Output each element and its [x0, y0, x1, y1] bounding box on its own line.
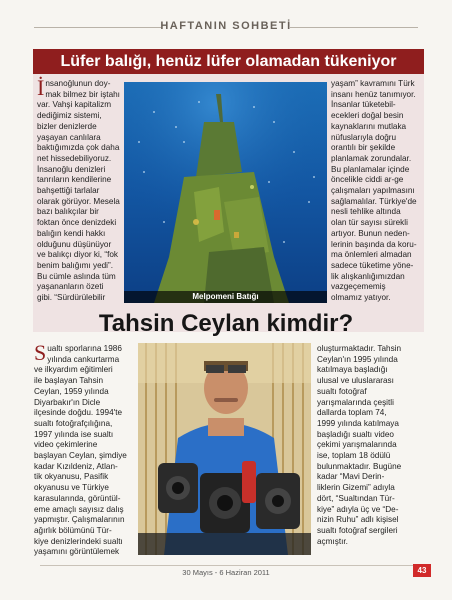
article1-right-column — [331, 79, 423, 304]
text-line: orantılı bir şekilde — [331, 143, 396, 153]
text-line: öncelikle ciddi ar-ge — [331, 175, 404, 185]
footer-rule — [40, 565, 420, 566]
text-line: ise, toplam 18 ödülü — [317, 451, 391, 461]
text-line: okyanusu ve Türkiye — [34, 483, 109, 493]
text-line: 1997 yılında ise sualtı — [34, 429, 114, 439]
text-line: bizler denizlerde — [37, 121, 97, 131]
text-line: balığın kendi hakkı — [37, 228, 106, 238]
text-line: gibi. “Sürdürülebilir — [37, 293, 106, 303]
diver-portrait-photo — [138, 343, 311, 555]
text-line: oluşturmaktadır. Tahsin — [317, 344, 402, 353]
text-line: sualtı fotoğraf sergileri — [317, 525, 398, 535]
text-line: lik alışkanlığımızdan — [331, 271, 405, 281]
text-line: bahşettiği tarlalar — [37, 186, 100, 196]
text-line: 1999 yılında katılmaya — [317, 418, 399, 428]
text-line: nesli tehlike altında — [331, 207, 401, 217]
text-line: nsanoğlunun doy- — [45, 79, 111, 88]
text-line: planlamak zorundalar. — [331, 153, 412, 163]
text-line: Bu planlamalar içinde — [331, 164, 410, 174]
text-line: mak bilmez bir iştahı — [45, 89, 120, 99]
footer-date: 30 Mayıs - 6 Haziran 2011 — [182, 568, 270, 577]
text-line: ecekleri doğal besin — [331, 111, 404, 121]
text-line: sualtı fotoğrafçılığına, — [34, 418, 113, 428]
photo-caption: Melpomeni Batığı — [124, 291, 327, 303]
article1-headline: Lüfer balığı, henüz lüfer olamadan tükeniyor — [60, 53, 397, 70]
text-line: liklerin Gizemi” adıyla — [317, 483, 395, 493]
text-line: sağlamalılar. Türkiye'de — [331, 196, 417, 206]
text-line: yaşamını görüntülemek — [34, 547, 120, 557]
text-line: kaynaklarını mutlaka — [331, 121, 407, 131]
text-line: ile başlayan Tahsin — [34, 376, 104, 386]
text-line: benim balığımı yedi”. — [37, 260, 113, 270]
article2-dropcap: S — [34, 340, 47, 365]
text-line: başlayan Ceylan, şimdiye — [34, 451, 127, 461]
text-line: ilçesinde doğdu. 1994'te — [34, 408, 123, 418]
article2-right-text — [317, 344, 423, 547]
text-line: Ceylan'ın 1995 yılında — [317, 354, 398, 364]
text-line: Ceylan, 1959 yılında — [34, 386, 109, 396]
text-line: yapmıştır. Çalışmalarının — [34, 515, 125, 525]
text-line: lerinin başında da koru- — [331, 239, 417, 249]
article1-left-column — [37, 75, 123, 304]
text-line: yaşam” kavramını Türk — [331, 79, 415, 88]
text-line: video çekimlerine — [34, 440, 98, 450]
text-line: bulunmaktadır. Bugüne — [317, 461, 402, 471]
text-line: çalışmaları yapılmasını — [331, 186, 415, 196]
page-number-badge: 43 — [413, 564, 431, 577]
text-line: olduğunu düşünüyor — [37, 239, 112, 249]
text-line: kadar Kızıldeniz, Atlan- — [34, 461, 118, 471]
text-line: vazgeçememiş — [331, 282, 386, 292]
section-header — [0, 18, 452, 38]
shipwreck-photo — [124, 82, 327, 303]
article2-right-column — [317, 344, 423, 547]
text-line: eme amaçlı sayısız dalış — [34, 504, 124, 514]
article1-right-text — [331, 79, 423, 304]
text-line: yarışmalarında çeşitli — [317, 397, 394, 407]
article1-dropcap: İ — [37, 75, 45, 100]
text-line: foktan önce denizdeki — [37, 218, 117, 228]
text-line: tanrıların kendilerine — [37, 175, 112, 185]
text-line: yaşayan canlılara — [37, 132, 101, 142]
text-line: nüfuslarıyla doğru — [331, 132, 397, 142]
text-line: kadar “Mavi Derin- — [317, 472, 385, 482]
text-line: ulusal ve uluslararası — [317, 376, 394, 386]
text-line: Bu cümle aslında tüm — [37, 271, 116, 281]
text-line: İnsanoğlu denizleri — [37, 164, 106, 174]
text-line: sadece tüketime yöne- — [331, 260, 414, 270]
text-line: var. Vahşi kapitalizm — [37, 100, 112, 110]
text-line: Diyarbakır'ın Dicle — [34, 397, 101, 407]
text-line: İnsanlar tüketebil- — [331, 100, 396, 110]
text-line: net hissedebiliyoruz. — [37, 153, 112, 163]
text-line: ağırlık bölümünü Tür- — [34, 525, 112, 535]
text-line: çekimi yarışmalarında — [317, 440, 397, 450]
text-line: sualtı fotoğraf — [317, 386, 367, 396]
text-line: insanı henüz tanımıyor. — [331, 89, 416, 99]
article1-left-text — [37, 75, 123, 304]
text-line: karasularında, görüntül- — [34, 493, 121, 503]
shipwreck-image — [124, 82, 327, 303]
text-line: kiye denizlerindeki sualtı — [34, 536, 123, 546]
text-line: yılında cankurtarma — [47, 354, 120, 364]
text-line: açmıştır. — [317, 536, 348, 546]
text-line: dediğimiz sistemi, — [37, 111, 102, 121]
text-line: yaşananların özeti — [37, 282, 104, 292]
diver-portrait-image — [138, 343, 311, 555]
text-line: ma önlemleri almadan — [331, 250, 412, 260]
text-line: dört, “Sualtından Tür- — [317, 493, 395, 503]
text-line: baktığımızda çok daha — [37, 143, 120, 153]
text-line: tik okyanusu, Pasifik — [34, 472, 109, 482]
article2-headline: Tahsin Ceylan kimdir? — [98, 310, 354, 337]
text-line: kiye” adıyla üç ve “De- — [317, 504, 399, 514]
text-line: olmamız yatıyor. — [331, 293, 391, 303]
text-line: artıyor. Bunun neden- — [331, 228, 410, 238]
text-line: olarak görüyor. Mesela — [37, 196, 120, 206]
article2-left-column — [34, 340, 138, 558]
text-line: ualtı sporlarına 1986 — [47, 344, 122, 353]
text-line: dallarda toplam 74, — [317, 408, 387, 418]
text-line: ve ilkyardım eğitimleri — [34, 365, 113, 375]
text-line: başladığı sualtı video — [317, 429, 394, 439]
section-title: HAFTANIN SOHBETİ — [160, 20, 292, 32]
text-line: olan tür sayısı sürekli — [331, 218, 408, 228]
text-line: katılmaya başladığı — [317, 365, 388, 375]
text-line: nizin Ruhu” adlı kişisel — [317, 515, 399, 525]
text-line: ve balıkçı diyor ki, “fok — [37, 250, 118, 260]
article1-headline-bar — [33, 49, 424, 74]
article2-left-text — [34, 340, 138, 558]
text-line: bazı balıkçılar bir — [37, 207, 99, 217]
